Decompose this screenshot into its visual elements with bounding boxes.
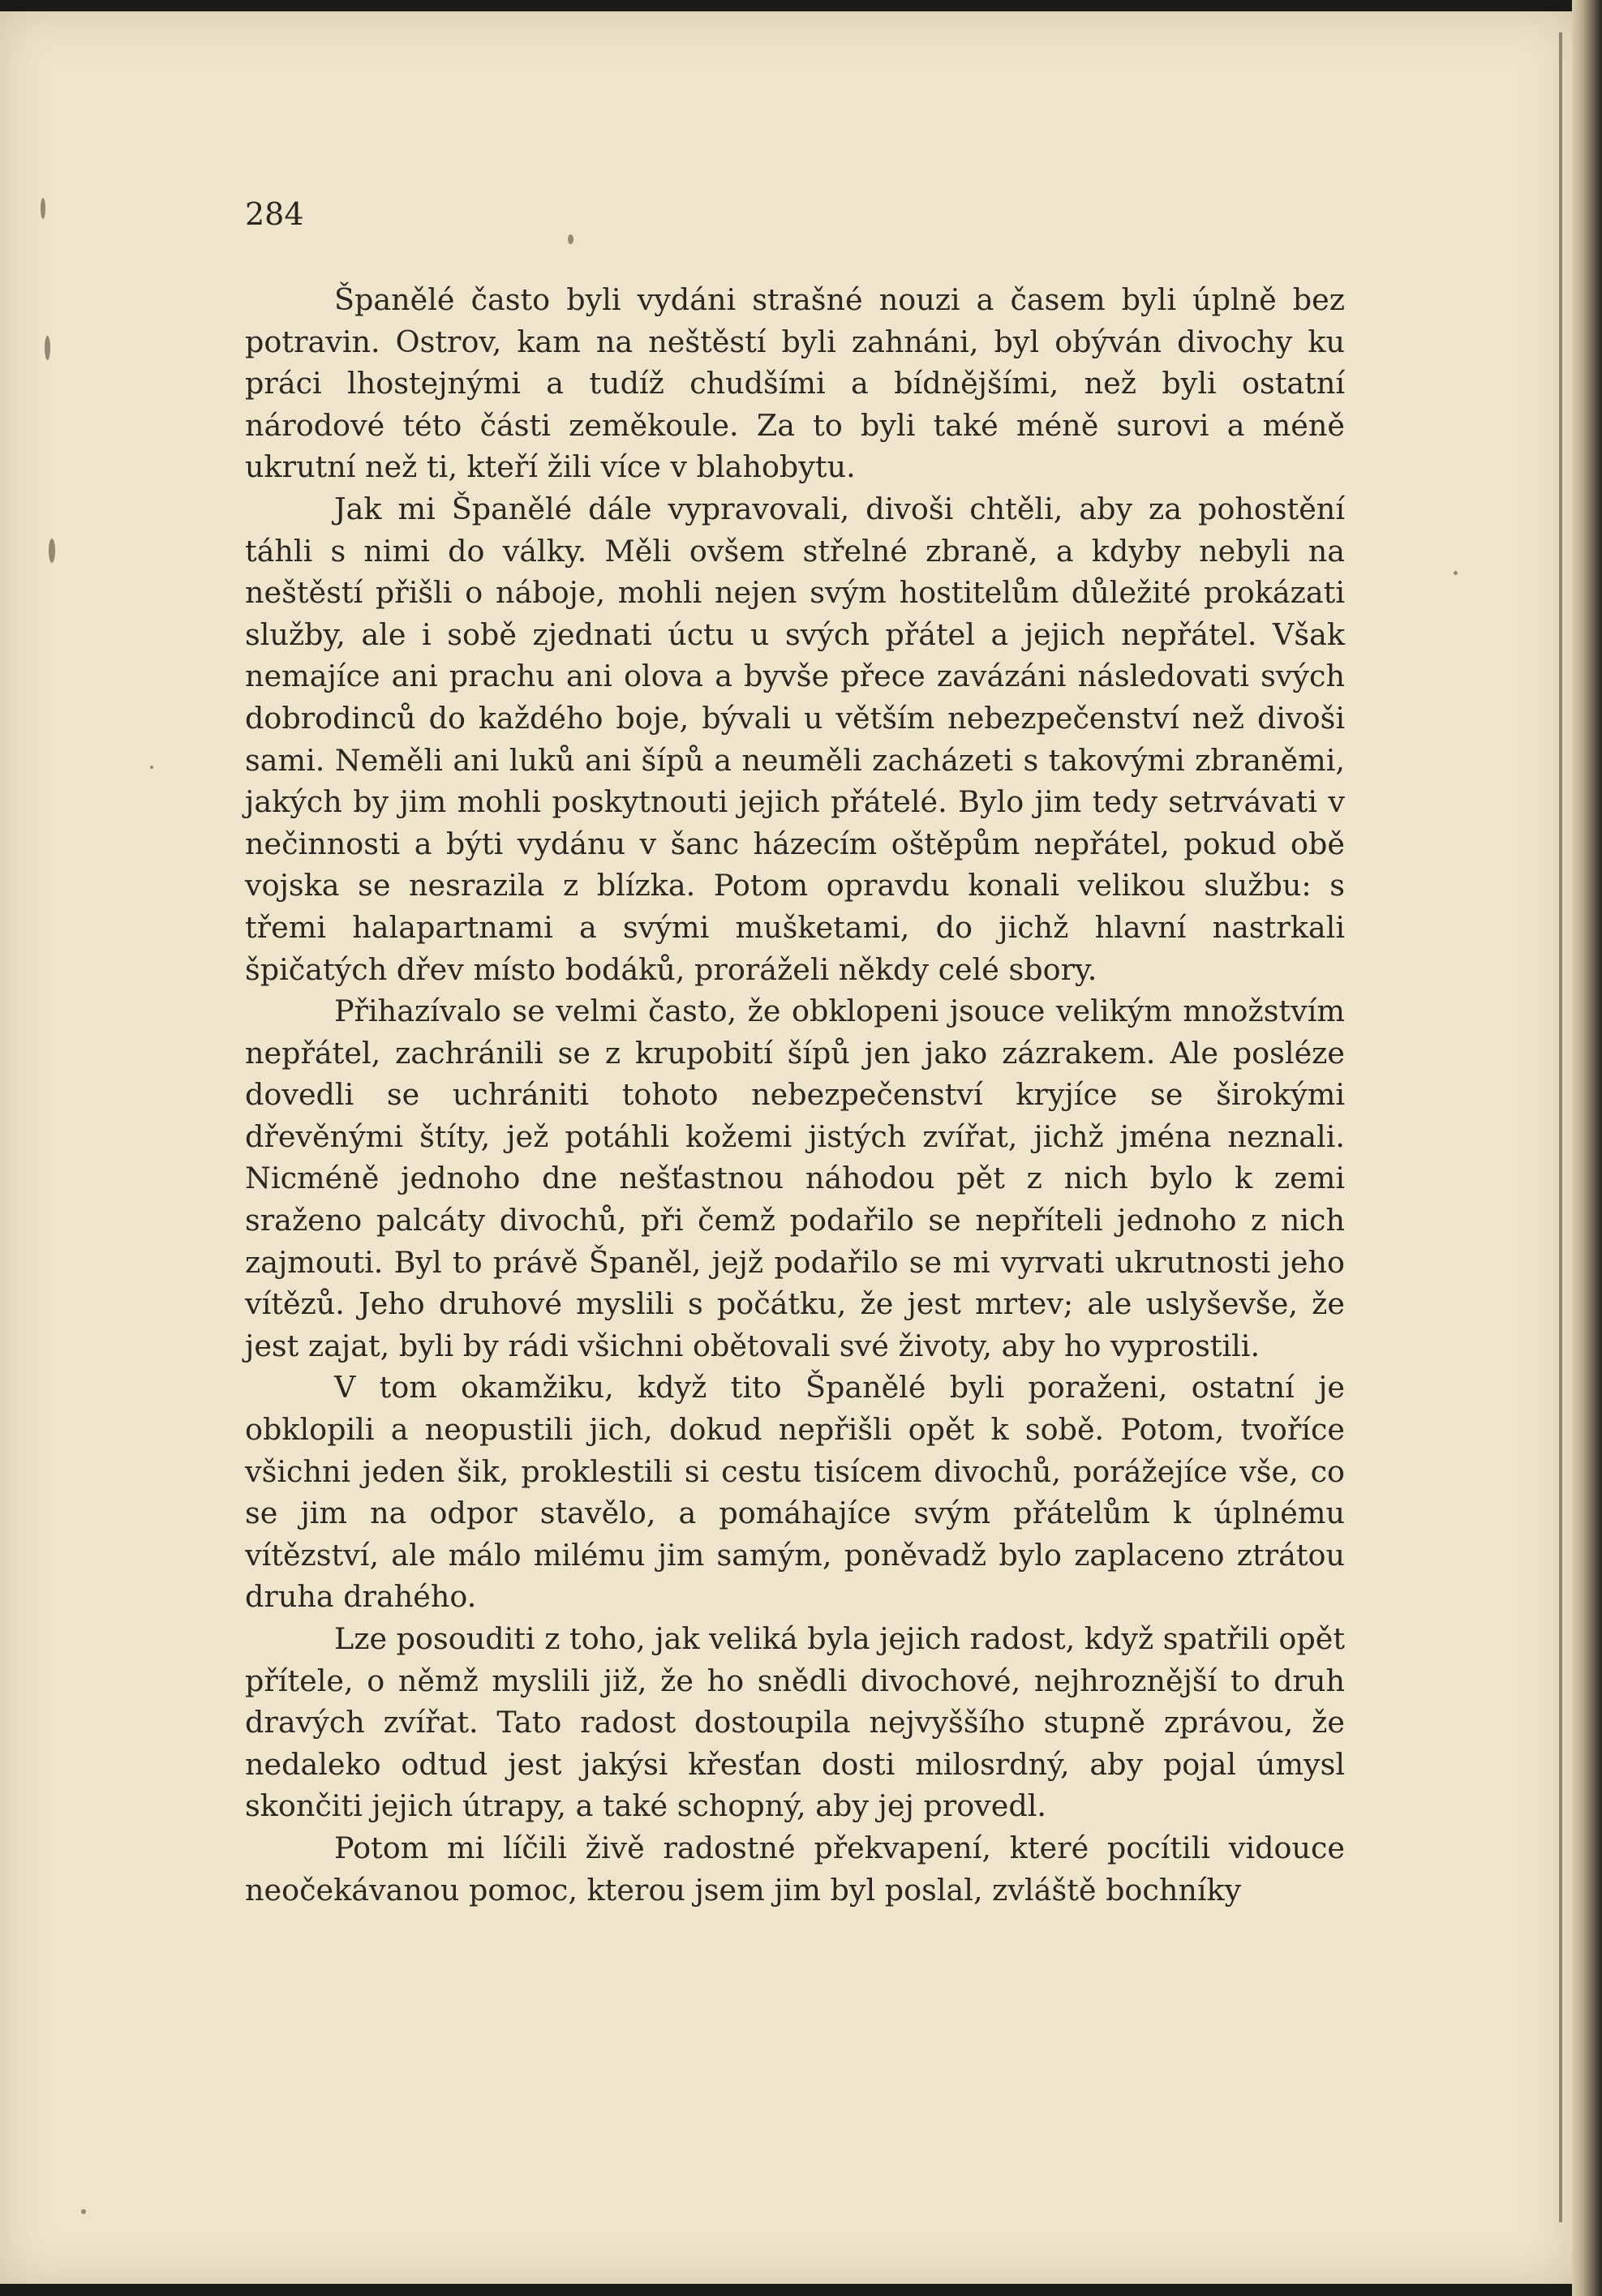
paper-speck <box>1454 571 1458 575</box>
paragraph: Přihazívalo se velmi často, že obklopeni jsouce velikým množstvím nepřátel, zachránili se z krupobití šípů jen jako zázrakem. Ale posléze dovedli se uchrániti tohoto nebezpečenství kryjíce se širokými dřevěnými štíty, jež potáhli kožemi jistých zvířat, jichž jména neznali. Nicméně jednoho dne nešťastnou náhodou pět z nich bylo k zemi sraženo palcáty divochů, při čemž podařilo se nepříteli jednoho z nich zajmouti. Byl to právě Španěl, jejž podařilo se mi vyrvati ukrutnosti jeho vítězů. Jeho druhové myslili s počátku, že jest mrtev; ale uslyševše, že jest zajat, byli by rádi všichni obětovali své životy, aby ho vyprostili. <box>245 994 1345 1363</box>
body-text <box>245 279 1345 1911</box>
paper-speck <box>568 234 573 244</box>
page-number: 284 <box>245 196 304 232</box>
paragraph: V tom okamžiku, když tito Španělé byli poraženi, ostatní je obklopili a neopustili jich, dokud nepřišli opět k sobě. Potom, tvoříce všichni jeden šik, proklestili si cestu tisícem divochů, porážejíce vše, co se jim na odpor stavělo, a pomáhajíce svým přátelům k úplnému vítězství, ale málo milému jim samým, poněvadž bylo zaplaceno ztrátou druha drahého. <box>245 1370 1345 1615</box>
page-edge-shadow <box>1572 0 1602 2296</box>
paragraph: Potom mi líčili živě radostné překvapení, které pocítili vidouce neočekávanou pomoc, kterou jsem jim byl poslal, zvláště bochníky <box>245 1830 1345 1908</box>
paper-speck <box>45 336 50 360</box>
book-page <box>0 11 1572 2284</box>
paper-speck <box>81 2209 86 2214</box>
paragraph: Španělé často byli vydáni strašné nouzi a časem byli úplně bez potravin. Ostrov, kam na neštěstí byli zahnáni, byl obýván divochy ku práci lhostejnými a tudíž chudšími a bídnějšími, než byli ostatní národové této části zeměkoule. Za to byli také méně surovi a méně ukrutní než ti, kteří žili více v blahobytu. <box>245 282 1345 485</box>
paragraph: Jak mi Španělé dále vypravovali, divoši chtěli, aby za pohostění táhli s nimi do války. Měli ovšem střelné zbraně, a kdyby nebyli na neštěstí přišli o náboje, mohli nejen svým hostitelům důležité prokázati služby, ale i sobě zjednati úctu u svých přátel a jejich nepřátel. Však nemajíce ani prachu ani olova a byvše přece zavázáni následovati svých dobrodinců do každého boje, bývali u větším nebezpečenství než divoši sami. Neměli ani luků ani šípů a neuměli zacházeti s takovými zbraněmi, jakých by jim mohli poskytnouti jejich přátelé. Bylo jim tedy setrvávati v nečinnosti a býti vydánu v šanc házecím oštěpům nepřátel, pokud obě vojska se nesrazila z blízka. Potom opravdu konali velikou službu: s třemi halapartnami a svými mušketami, do jichž hlavní nastrkali špičatých dřev místo bodáků, proráželi někdy celé sbory. <box>245 491 1345 987</box>
page-fold-line <box>1559 32 1562 2222</box>
paper-speck <box>41 198 45 219</box>
paper-speck <box>150 766 153 769</box>
paragraph: Lze posouditi z toho, jak veliká byla jejich radost, když spatřili opět přítele, o němž myslili již, že ho snědli divochové, nejhroznější to druh dravých zvířat. Tato radost dostoupila nejvyššího stupně zprávou, že nedaleko odtud jest jakýsi křesťan dosti milosrdný, aby pojal úmysl skončiti jejich útrapy, a také schopný, aby jej provedl. <box>245 1621 1345 1824</box>
paper-speck <box>49 539 55 563</box>
